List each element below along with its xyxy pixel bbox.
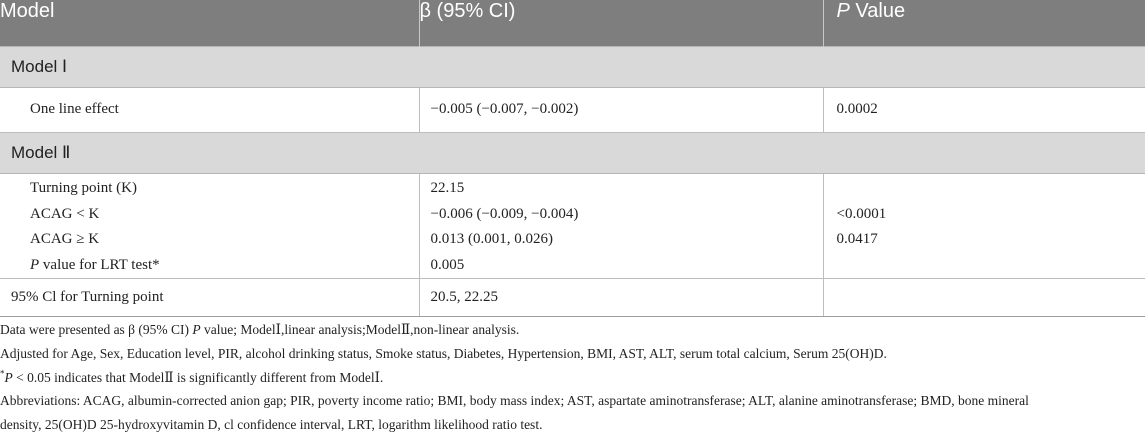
row-p: [837, 253, 1145, 279]
footnote-3: [0, 366, 1145, 390]
section-title: Model Ⅱ: [0, 133, 1145, 174]
footnote-text: value; ModelⅠ,linear analysis;ModelⅡ,non-linear analysis.: [201, 322, 520, 337]
row-beta: −0.006 (−0.009, −0.004): [431, 202, 823, 228]
table-footnotes: [0, 318, 1145, 437]
footnote-italic: P: [192, 322, 200, 337]
row-label: ACAG < K: [30, 202, 419, 228]
header-p-value: [823, 0, 1145, 47]
table-row: [0, 174, 1145, 279]
row-p: 0.0417: [837, 227, 1145, 253]
footnote-5: density, 25(OH)D 25-hydroxyvitamin D, cl confidence interval, LRT, logarithm likelihood ratio test.: [0, 413, 1145, 437]
footnote-1: [0, 318, 1145, 342]
row-beta: −0.005 (−0.007, −0.002): [420, 97, 823, 123]
row-p: 0.0002: [824, 97, 1145, 123]
table-row: [0, 279, 1145, 317]
row-label: Turning point (K): [30, 176, 419, 202]
row-label: One line effect: [0, 97, 419, 123]
header-model: Model: [0, 0, 419, 47]
row-beta: 0.005: [431, 253, 823, 279]
footnote-text: Data were presented as β (95% CI): [0, 322, 192, 337]
row-p: [837, 176, 1145, 202]
row-p: <0.0001: [837, 202, 1145, 228]
table-row: [0, 88, 1145, 133]
row-beta: 0.013 (0.001, 0.026): [431, 227, 823, 253]
section-title: Model Ⅰ: [0, 47, 1145, 88]
row-label: [30, 253, 419, 279]
footnote-4: Abbreviations: ACAG, albumin-corrected anion gap; PIR, poverty income ratio; BMI, body mass index; AST, aspartate aminotransferase; ALT, alanine aminotransferase; BMD, bone mineral: [0, 389, 1145, 413]
row-beta: 20.5, 22.25: [420, 285, 823, 311]
footnote-2: Adjusted for Age, Sex, Education level, PIR, alcohol drinking status, Smoke status, Diabetes, Hypertension, BMI, AST, ALT, serum total calcium, Serum 25(OH)D.: [0, 342, 1145, 366]
row-label-italic: P: [30, 257, 39, 273]
row-label: 95% Cl for Turning point: [0, 285, 419, 311]
row-label: ACAG ≥ K: [30, 227, 419, 253]
header-p-italic: P: [837, 0, 850, 22]
section-model-2: [0, 133, 1145, 174]
row-beta: 22.15: [431, 176, 823, 202]
table-header: [0, 0, 1145, 47]
footnote-text: < 0.05 indicates that ModelⅡ is significantly different from ModelⅠ.: [13, 370, 384, 385]
section-model-1: [0, 47, 1145, 88]
footnote-italic: P: [5, 370, 13, 385]
header-p-rest: Value: [850, 0, 905, 22]
footnote-star: *: [0, 368, 5, 378]
header-beta: β (95% CI): [419, 0, 823, 47]
row-label-rest: value for LRT test*: [39, 257, 159, 273]
